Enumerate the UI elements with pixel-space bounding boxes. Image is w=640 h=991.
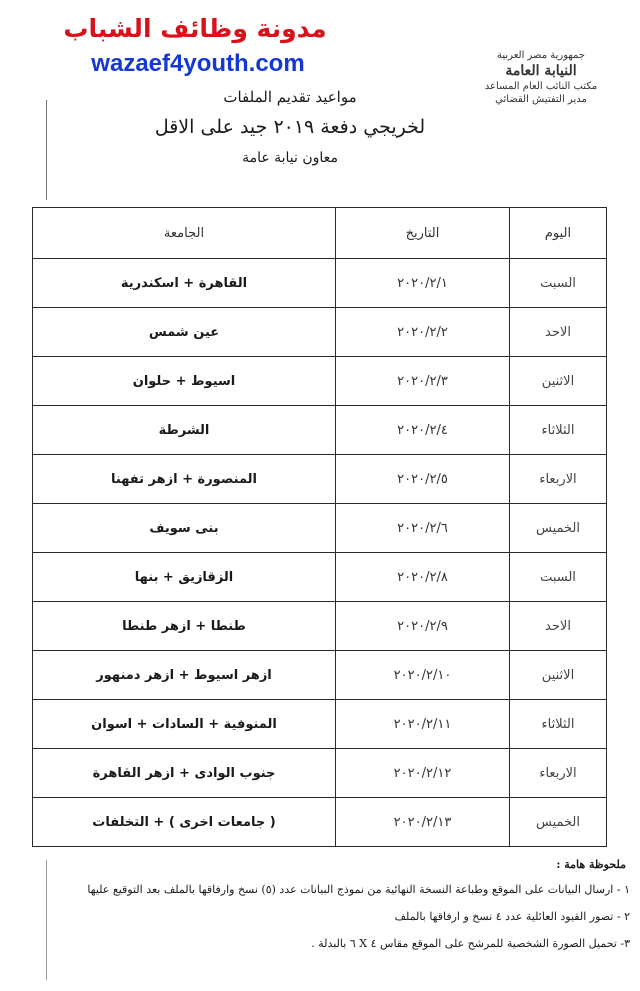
title-main: مواعيد تقديم الملفات bbox=[223, 88, 357, 106]
notes-title: ملحوظة هامة : bbox=[556, 858, 626, 871]
margin-line bbox=[46, 100, 47, 200]
header-university: الجامعة bbox=[33, 208, 336, 259]
cell-date: ٢٠٢٠/٢/١١ bbox=[336, 700, 510, 749]
cell-day: الاحد bbox=[510, 602, 607, 651]
document-titles bbox=[120, 88, 460, 166]
cell-university: جنوب الوادى + ازهر القاهرة bbox=[33, 749, 336, 798]
cell-day: الثلاثاء bbox=[510, 406, 607, 455]
letterhead-authority: النيابة العامة bbox=[505, 63, 577, 79]
cell-date: ٢٠٢٠/٢/١٣ bbox=[336, 798, 510, 847]
letterhead-country: جمهورية مصر العربية bbox=[497, 50, 585, 61]
table-row bbox=[33, 651, 607, 700]
cell-day: السبت bbox=[510, 259, 607, 308]
letterhead bbox=[456, 50, 626, 105]
letterhead-department: مدير التفتيش القضائي bbox=[495, 94, 587, 105]
cell-university: عين شمس bbox=[33, 308, 336, 357]
title-batch: لخريجي دفعة ٢٠١٩ جيد على الاقل bbox=[154, 116, 426, 138]
note-item: ٢ - تصور القيود العائلية عدد ٤ نسخ و ارفاقها بالملف bbox=[394, 910, 630, 923]
cell-university: ( جامعات اخرى ) + التخلفات bbox=[33, 798, 336, 847]
cell-day: الخميس bbox=[510, 504, 607, 553]
table-row bbox=[33, 553, 607, 602]
table-row bbox=[33, 700, 607, 749]
table-row bbox=[33, 308, 607, 357]
cell-university: اسيوط + حلوان bbox=[33, 357, 336, 406]
cell-date: ٢٠٢٠/٢/٥ bbox=[336, 455, 510, 504]
table-header-row bbox=[33, 208, 607, 259]
cell-university: الشرطة bbox=[33, 406, 336, 455]
table-row bbox=[33, 602, 607, 651]
cell-university: المنوفية + السادات + اسوان bbox=[33, 700, 336, 749]
cell-date: ٢٠٢٠/٢/١٠ bbox=[336, 651, 510, 700]
table-row bbox=[33, 406, 607, 455]
cell-day: الخميس bbox=[510, 798, 607, 847]
cell-university: القاهرة + اسكندرية bbox=[33, 259, 336, 308]
cell-university: المنصورة + ازهر تفهنا bbox=[33, 455, 336, 504]
cell-university: الزقازيق + بنها bbox=[33, 553, 336, 602]
cell-date: ٢٠٢٠/٢/٦ bbox=[336, 504, 510, 553]
cell-day: الاثنين bbox=[510, 651, 607, 700]
table-row bbox=[33, 504, 607, 553]
cell-day: الاربعاء bbox=[510, 749, 607, 798]
table-row bbox=[33, 798, 607, 847]
cell-day: الاحد bbox=[510, 308, 607, 357]
cell-day: السبت bbox=[510, 553, 607, 602]
cell-date: ٢٠٢٠/٢/١٢ bbox=[336, 749, 510, 798]
watermark-site: wazaef4youth.com bbox=[91, 50, 305, 77]
cell-date: ٢٠٢٠/٢/٩ bbox=[336, 602, 510, 651]
table-row bbox=[33, 749, 607, 798]
title-position: معاون نيابة عامة bbox=[242, 150, 338, 166]
cell-university: ازهر اسيوط + ازهر دمنهور bbox=[33, 651, 336, 700]
table-row bbox=[33, 259, 607, 308]
watermark-arabic: مدونة وظائف الشباب bbox=[63, 14, 327, 43]
header-date: التاريخ bbox=[336, 208, 510, 259]
cell-date: ٢٠٢٠/٢/٢ bbox=[336, 308, 510, 357]
cell-date: ٢٠٢٠/٢/١ bbox=[336, 259, 510, 308]
cell-date: ٢٠٢٠/٢/٤ bbox=[336, 406, 510, 455]
note-item: ١ - ارسال البيانات على الموقع وطباعة النسخة النهائية من نموذج البيانات عدد (٥) نسخ وارفاقها بالملف بعد التوقيع عليها bbox=[87, 883, 630, 896]
note-item: ٣- تحميل الصورة الشخصية للمرشح على الموقع مقاس ٤ X ٦ بالبدلة . bbox=[311, 937, 630, 950]
cell-date: ٢٠٢٠/٢/٨ bbox=[336, 553, 510, 602]
table-row bbox=[33, 455, 607, 504]
notes-section bbox=[30, 858, 630, 964]
table-row bbox=[33, 357, 607, 406]
cell-university: طنطا + ازهر طنطا bbox=[33, 602, 336, 651]
cell-day: الاربعاء bbox=[510, 455, 607, 504]
schedule-table bbox=[32, 207, 607, 847]
cell-date: ٢٠٢٠/٢/٣ bbox=[336, 357, 510, 406]
header-day: اليوم bbox=[510, 208, 607, 259]
letterhead-office: مكتب النائب العام المساعد bbox=[484, 81, 598, 92]
cell-day: الثلاثاء bbox=[510, 700, 607, 749]
cell-university: بنى سويف bbox=[33, 504, 336, 553]
cell-day: الاثنين bbox=[510, 357, 607, 406]
